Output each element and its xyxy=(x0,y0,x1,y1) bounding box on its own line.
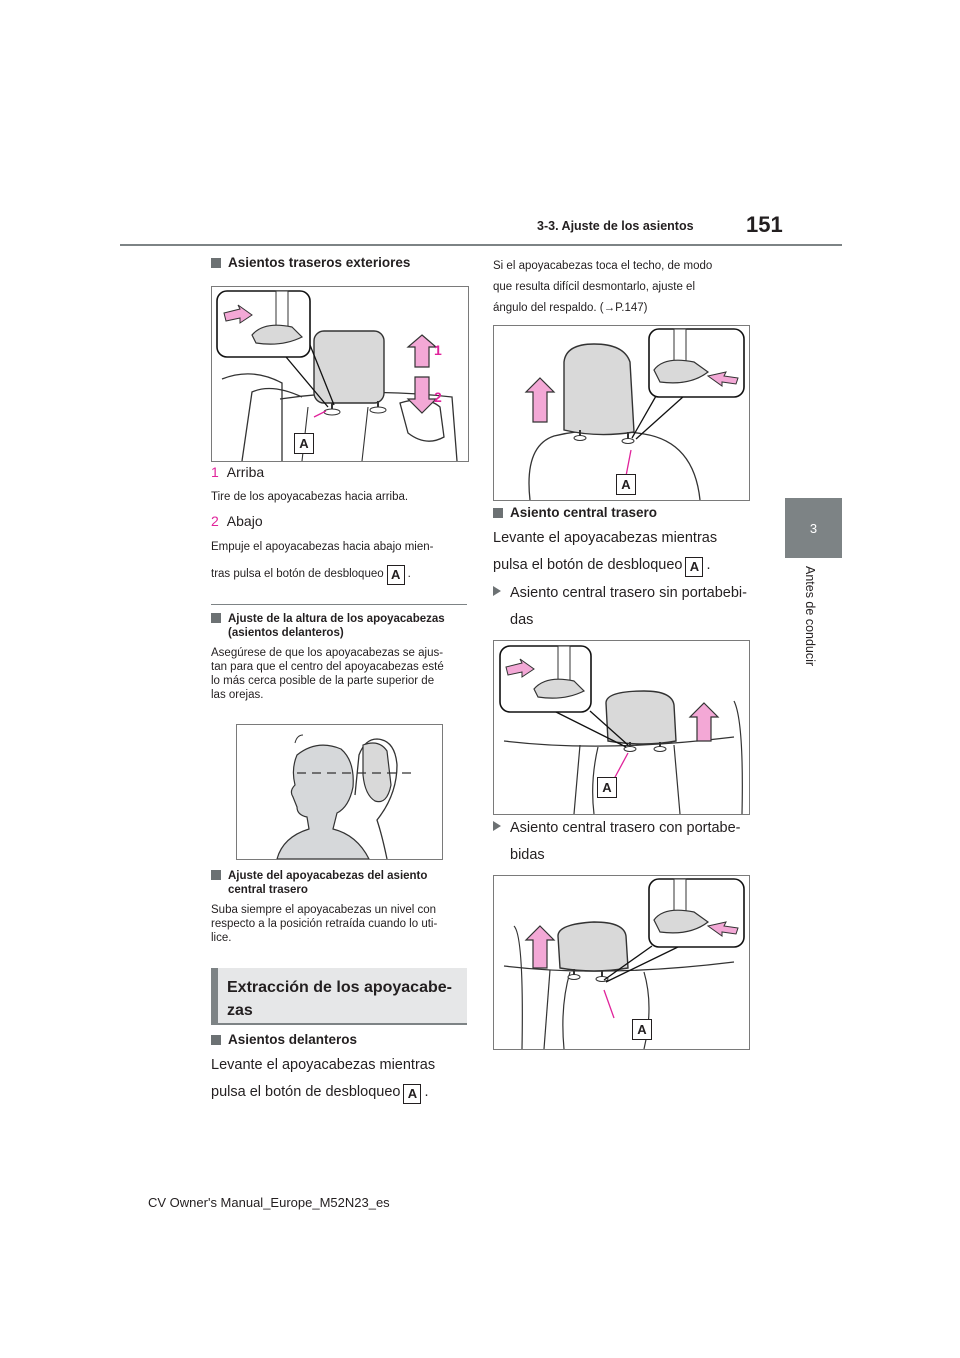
note-center-headrest-title xyxy=(211,869,427,897)
step-1-text: Tire de los apoyacabezas hacia arriba. xyxy=(211,491,409,503)
step-2-number: 2 xyxy=(211,513,219,529)
triangle-bullet-icon xyxy=(493,821,501,831)
note2-title-line1: Ajuste del apoyacabezas del asiento xyxy=(228,870,428,882)
center-rear-heading xyxy=(493,505,657,520)
chapter-tab[interactable] xyxy=(785,498,842,558)
note-headrest-height-text xyxy=(211,646,444,702)
note2-title-line2: central trasero xyxy=(228,884,308,896)
figure-center-with-child-seat xyxy=(493,875,750,1050)
bullet1-line1: Asiento central trasero sin portabebi- xyxy=(510,585,747,601)
note1-line1: Asegúrese de que los apoyacabezas se ajus- xyxy=(211,647,444,659)
square-bullet-icon xyxy=(211,258,221,268)
figure-label-a: A xyxy=(632,1019,652,1040)
head-position-illustration xyxy=(237,725,442,859)
triangle-bullet-icon xyxy=(493,586,501,596)
step-1 xyxy=(211,464,264,480)
note1-line3: lo más cerca posible de la parte superior de xyxy=(211,675,435,687)
rear-outer-headrest-illustration xyxy=(212,287,468,461)
figure-rear-outer-headrest xyxy=(211,286,469,462)
front-seats-heading xyxy=(211,1032,357,1047)
center-rear-heading-text: Asiento central trasero xyxy=(510,505,658,520)
note-headrest-height-title xyxy=(211,612,445,640)
center-period: . xyxy=(706,557,711,573)
square-bullet-icon xyxy=(211,613,221,623)
chapter-number: 3 xyxy=(809,520,818,536)
square-bullet-icon xyxy=(493,508,503,518)
chapter-title: Antes de conducir xyxy=(803,566,817,667)
ceiling-note-line2: que resulta difícil desmontarlo, ajuste el xyxy=(493,281,695,293)
bullet2-line1: Asiento central trasero con portabe- xyxy=(510,820,741,836)
step-1-title: Arriba xyxy=(226,464,265,480)
front-seats-heading-text: Asientos delanteros xyxy=(228,1032,358,1047)
section-title-bar xyxy=(211,968,467,1025)
front-line2 xyxy=(211,1079,435,1106)
front-line1: Levante el apoyacabezas mientras xyxy=(211,1057,436,1073)
bullet-without-child-seat xyxy=(493,580,747,634)
note1-line2: tan para que el centro del apoyacabezas esté xyxy=(211,661,444,673)
step-2-text-line2 xyxy=(211,565,411,585)
release-button-label: A xyxy=(685,557,703,577)
figure-front-headrest xyxy=(493,325,750,501)
figure-label-a: A xyxy=(294,433,314,454)
bullet-with-child-seat xyxy=(493,815,741,869)
front-period: . xyxy=(424,1084,429,1100)
figure-head-position xyxy=(236,724,443,860)
note1-title-line2: (asientos delanteros) xyxy=(228,627,344,639)
note2-line1: Suba siempre el apoyacabezas un nivel con xyxy=(211,904,437,916)
center-line2 xyxy=(493,552,717,579)
bullet1-line2: das xyxy=(510,612,534,628)
center-with-child-seat-illustration xyxy=(494,876,749,1049)
note-divider xyxy=(211,604,467,605)
figure-label-2: 2 xyxy=(434,389,442,405)
note1-title-line1: Ajuste de la altura de los apoyacabezas xyxy=(228,613,445,625)
step-2-text-line1: Empuje el apoyacabezas hacia abajo mien- xyxy=(211,541,434,553)
bullet2-line2: bidas xyxy=(510,847,545,863)
release-button-label: A xyxy=(403,1084,421,1104)
page-number: 151 xyxy=(746,212,783,237)
step-2-title: Abajo xyxy=(226,513,263,529)
step-1-number: 1 xyxy=(211,464,219,480)
note2-line2: respecto a la posición retraída cuando lo uti- xyxy=(211,918,438,930)
step-2-period: . xyxy=(407,568,411,580)
footer-manual-id: CV Owner's Manual_Europe_M52N23_es xyxy=(148,1195,390,1210)
ceiling-note xyxy=(493,256,712,319)
release-button-label: A xyxy=(387,565,405,585)
front-line2-content: pulsa el botón de desbloqueo xyxy=(211,1084,401,1100)
rear-outer-heading-text: Asientos traseros exteriores xyxy=(228,255,411,270)
figure-center-no-child-seat xyxy=(493,640,750,815)
header-rule xyxy=(120,244,842,246)
step-2-text-line2-content: tras pulsa el botón de desbloqueo xyxy=(211,568,384,580)
note-center-headrest-text xyxy=(211,903,437,945)
center-line2-content: pulsa el botón de desbloqueo xyxy=(493,557,683,573)
note2-line3: lice. xyxy=(211,932,232,944)
center-line1: Levante el apoyacabezas mientras xyxy=(493,530,718,546)
section-title-line1: Extracción de los apoyacabe- xyxy=(227,979,452,996)
front-seats-text xyxy=(211,1052,435,1106)
rear-outer-heading xyxy=(211,255,410,270)
note1-line4: las orejas. xyxy=(211,689,264,701)
step-2 xyxy=(211,513,263,529)
section-title-line2: zas xyxy=(227,1002,253,1019)
section-header: 3-3. Ajuste de los asientos xyxy=(537,219,694,233)
square-bullet-icon xyxy=(211,870,221,880)
center-rear-text xyxy=(493,525,717,579)
ceiling-note-line1: Si el apoyacabezas toca el techo, de modo xyxy=(493,260,713,272)
figure-label-1: 1 xyxy=(434,342,442,358)
figure-label-a: A xyxy=(616,474,636,495)
center-no-child-seat-illustration xyxy=(494,641,749,814)
ceiling-note-line3: ángulo del respaldo. (→P.147) xyxy=(493,302,648,314)
square-bullet-icon xyxy=(211,1035,221,1045)
figure-label-a: A xyxy=(597,777,617,798)
